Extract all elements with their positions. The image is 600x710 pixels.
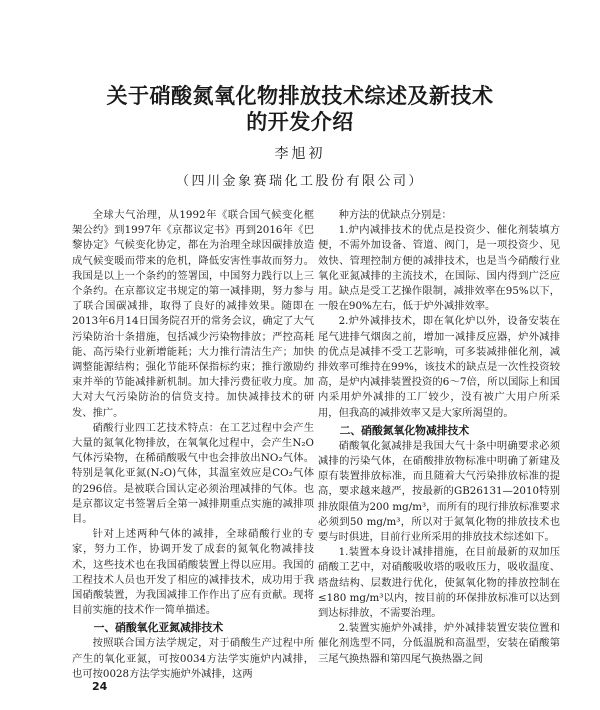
page-number: 24 bbox=[92, 680, 108, 693]
article-title-line-2: 的开发介绍 bbox=[246, 110, 354, 134]
section-heading: 一、硝酸氧化亚氮减排技术 bbox=[93, 621, 224, 635]
author-affiliation: （四川金象赛瑞化工股份有限公司） bbox=[175, 174, 424, 189]
section-heading: 二、硝酸氮氧化物减排技术 bbox=[339, 423, 470, 437]
paragraph: 按照联合国方法学规定，对于硝酸生产过程中所产生的氧化亚氮，可按0034方法学实施炉内减排，也可按0028方法学实施炉外减排，这两 bbox=[72, 637, 314, 680]
left-column bbox=[72, 208, 314, 682]
paragraph: 2.炉外减排技术，即在氧化炉以外，设备安装在尾气进排气烟囱之前，增加一减排反应器，炉外减排的优点是减排不受工艺影响，可多装减排催化剂，减排效率可维持在99%，该技术的缺点是一次性投资较高，是炉内减排装置投资的6～7倍，所以国际上和国内采用炉外减排的工厂较少，没有被广大用户所采用，但我高的减排效率又是大家所渴望的。 bbox=[318, 315, 560, 419]
author-name: 李旭初 bbox=[274, 146, 326, 162]
paragraph: 全球大气治理，从1992年《联合国气候变化框架公约》到1997年《京都议定书》再到2016年《巴黎协定》气候变化协定，都在为治理全球因碳排放造成气候变暖而带来的危机，降低安害性事故而努力。我国是以上一个条约的签署国，中国努力践行以上三个条约。在京都议定书规定的第一减排期，努力参与了联合国碳减排，取得了良好的减排效果。随即在2013年6月14日国务院召开的常务会议，确定了大气污染防治十条措施，包括减少污染物排放；严控高耗能、高污染行业新增能耗；大力推行清洁生产；加快调整能源结构；强化节能环保指标约束；推行激励约束并举的节能减排新机制。加大排污费征收力度。加大对大气污染防治的信贷支持。加快减排技术的研发、推广。 bbox=[72, 209, 314, 419]
paragraph: 硝酸氧化氮减排是我国大气十条中明确要求必须减排的污染气体，在硝酸排放物标准中明确了新建及原有装置排放标准，而且随着大气污染排放标准的提高，要求越来越严，按最新的GB26131—2010特别排放限值为200 mg/m³，而所有的现行排放标准要求必须到50 mg/m³，所以对于氮氧化物的排放技术也要与时俱进，目前行业所采用的排放技术综述如下。 bbox=[318, 439, 560, 544]
paragraph: 1.装置本身设计减排措施，在目前最新的双加压硝酸工艺中，对硝酸吸收塔的吸收压力，吸收温度、塔盘结构、层数进行优化，使氮氧化物的排放控制在≤180 mg/m³以内，按目前的环保排放标准可以达到到达标排放，不需要治理。 bbox=[318, 546, 560, 620]
article-title-line-1: 关于硝酸氮氧化物排放技术综述及新技术 bbox=[106, 84, 494, 108]
paragraph: 种方法的优缺点分别是： bbox=[338, 209, 452, 221]
right-column bbox=[318, 208, 560, 667]
paragraph: 针对上述两种气体的减排，全球硝酸行业的专家，努力工作，协调开发了成套的氮氧化物减排技术，这些技术也在我国硝酸装置上得以应用。我国的工程技术人员也开发了相应的减排技术，成功用于我国硝酸装置，为我国减排工作作出了应有贡献。现将目前实施的技术作一简单描述。 bbox=[72, 528, 314, 617]
paragraph: 硝酸行业四工艺技术特点：在工艺过程中会产生大量的氮氧化物排放，在氧氧化过程中，会产生N₂O气体污染物，在稀硝酸吸气中也会排放出NO₂气体。特别是氧化亚氮(N₂O)气体，其温室效应是CO₂气体的296倍。是被联合国认定必须治理减排的气体。也是京都议定书签署后全第一减排期重点实施的减排项目。 bbox=[72, 421, 314, 526]
paragraph: 2.装置实施炉外减排，炉外减排装置安装位置和催化剂选型不同，分低温脱和高温型，安装在硝酸第三尾气换热器和第四尾气换热器之间 bbox=[318, 622, 560, 665]
paragraph: 1.炉内减排技术的优点是投资少、催化剂装填方便，不需外加设备、管道、阀门，是一项投资少、见效快、管理控制方便的减排技术，也是当今硝酸行业氧化亚氮减排的主流技术，在国际、国内得到广泛应用。缺点是受工艺操作限制，减排效率在95%以下，一般在90%左右，低于炉外减排效率。 bbox=[318, 224, 560, 313]
